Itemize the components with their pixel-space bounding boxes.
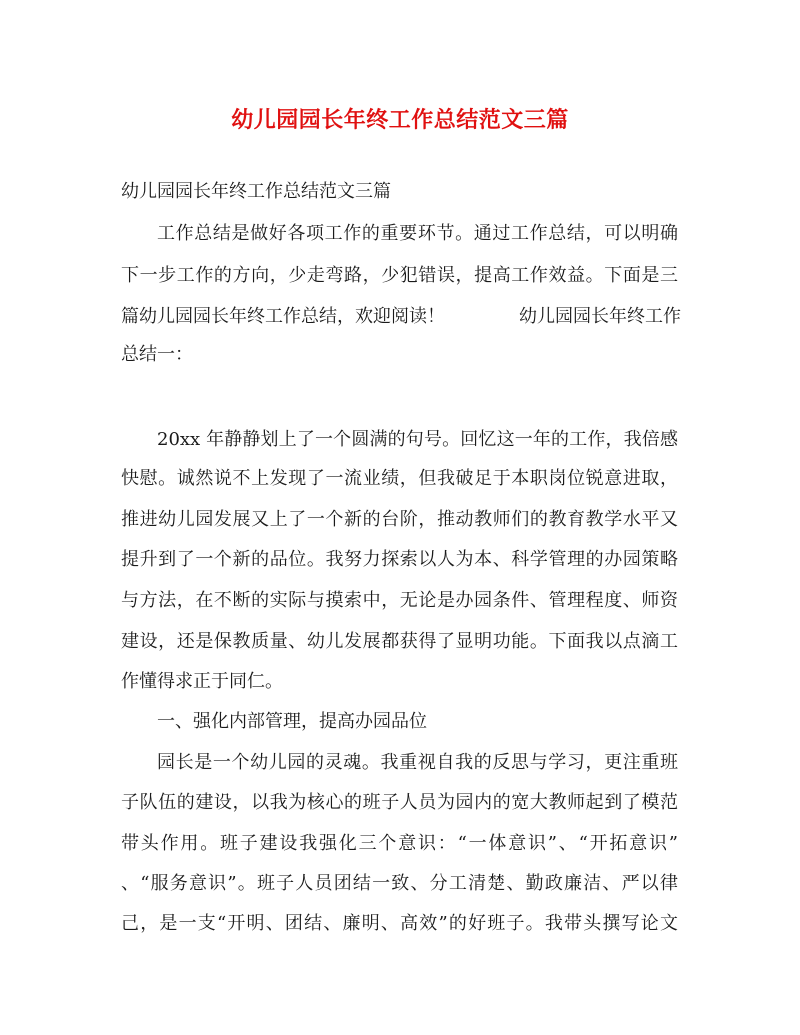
paragraph-line: 推进幼儿园发展又上了一个新的台阶，推动教师们的教育教学水平又 — [121, 509, 678, 530]
paragraph-line: 快慰。诚然说不上发现了一流业绩，但我破足于本职岗位锐意进取， — [121, 468, 678, 489]
paragraph-line: 园长是一个幼儿园的灵魂。我重视自我的反思与学习，更注重班 — [157, 752, 678, 773]
paragraph-line: 作懂得求正于同仁。 — [121, 671, 283, 692]
paragraph-line: 20xx 年静静划上了一个圆满的句号。回忆这一年的工作，我倍感 — [157, 429, 678, 450]
paragraph-text: 篇幼儿园园长年终工作总结，欢迎阅读！ — [121, 306, 445, 327]
paragraph-line: 建设，还是保教质量、幼儿发展都获得了显明功能。下面我以点滴工 — [121, 631, 678, 652]
section-heading: 一、强化内部管理，提高办园品位 — [157, 711, 427, 732]
paragraph-line: 带头作用。班子建设我强化三个意识：“一体意识”、“开拓意识” — [121, 833, 678, 854]
paragraph-line-composite — [121, 305, 681, 329]
paragraph-line: 、“服务意识”。班子人员团结一致、分工清楚、勤政廉洁、严以律 — [121, 873, 678, 894]
paragraph-line: 己，是一支“开明、团结、廉明、高效”的好班子。我带头撰写论文 — [121, 913, 678, 934]
paragraph-line: 下一步工作的方向，少走弯路，少犯错误，提高工作效益。下面是三 — [121, 265, 678, 286]
paragraph-text: 幼儿园园长年终工作 — [519, 306, 681, 327]
paragraph-line: 与方法，在不断的实际与摸索中，无论是办园条件、管理程度、师资 — [121, 590, 678, 611]
paragraph-line: 工作总结是做好各项工作的重要环节。通过工作总结，可以明确 — [157, 223, 678, 244]
document-title: 幼儿园园长年终工作总结范文三篇 — [231, 107, 569, 133]
paragraph-line: 提升到了一个新的品位。我努力探索以人为本、科学管理的办园策略 — [121, 549, 678, 570]
paragraph-line: 子队伍的建设，以我为核心的班子人员为园内的宽大教师起到了模范 — [121, 792, 678, 813]
document-subtitle: 幼儿园园长年终工作总结范文三篇 — [121, 181, 391, 202]
paragraph-line: 总结一： — [121, 344, 193, 365]
